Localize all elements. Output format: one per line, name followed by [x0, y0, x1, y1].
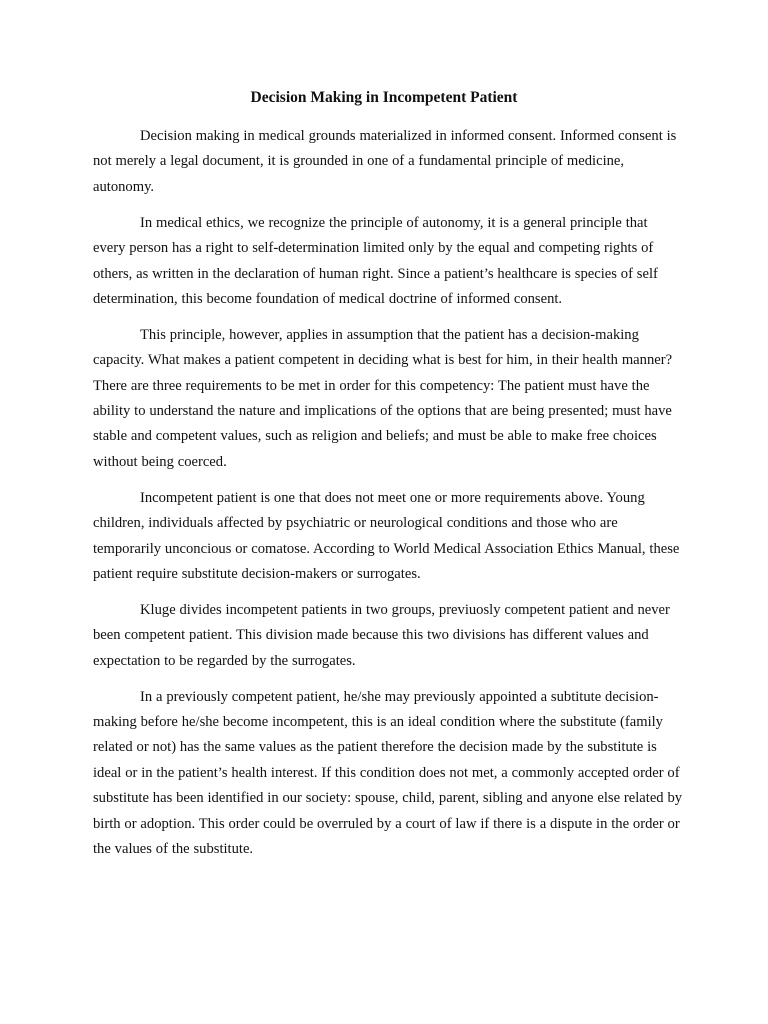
document-title: Decision Making in Incompetent Patient — [250, 89, 518, 106]
paragraph-incompetent-patient: Incompetent patient is one that does not meet one or more requirements above. Young children, individuals affected by psychiatric or neurological conditions and those who are temporarily unconcious or comatose. According to World Medical Association Ethics Manual, these patient require substitute decision-makers or surrogates. — [93, 489, 680, 582]
document-body — [93, 124, 683, 873]
paragraph-kluge-groups: Kluge divides incompetent patients in two groups, previuosly competent patient and never been competent patient. This division made because this two divisions has different values and expectation to be regarded by the surrogates. — [93, 601, 670, 669]
paragraph-decision-capacity: This principle, however, applies in assumption that the patient has a decision-making capacity. What makes a patient competent in deciding what is best for him, in their health manner? There are three requirements to be met in order for this competency: The patient must have the ability to understand the nature and implications of the options that are being presented; must have stable and competent values, such as religion and beliefs; and must be able to make free choices without being coerced. — [93, 326, 673, 470]
paragraph-previously-competent: In a previously competent patient, he/she may previously appointed a subtitute decision-making before he/she become incompetent, this is an ideal condition where the substitute (family related or not) has the same values as the patient therefore the decision made by the substitute is ideal or in the patient’s health interest. If this condition does not met, a commonly accepted order of substitute has been identified in our society: spouse, child, parent, sibling and anyone else related by birth or adoption. This order could be overruled by a court of law if there is a dispute in the order or the values of the substitute. — [93, 688, 683, 858]
paragraph-autonomy: In medical ethics, we recognize the principle of autonomy, it is a general principle that every person has a right to self-determination limited only by the equal and competing rights of others, as written in the declaration of human right. Since a patient’s healthcare is species of self determination, this become foundation of medical doctrine of informed consent. — [93, 214, 658, 307]
paragraph-informed-consent: Decision making in medical grounds materialized in informed consent. Informed consent is not merely a legal document, it is grounded in one of a fundamental principle of medicine, autonomy. — [93, 128, 677, 195]
